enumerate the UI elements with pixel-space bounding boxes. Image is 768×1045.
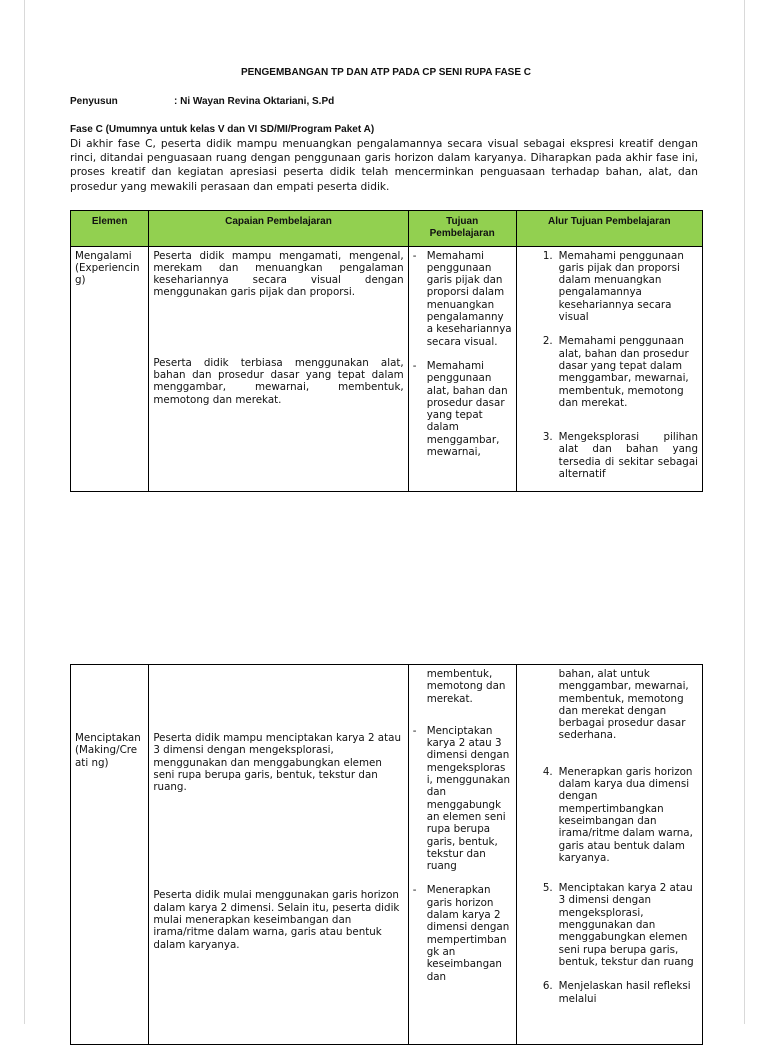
table-header-row — [71, 211, 703, 247]
atp-item — [521, 250, 698, 324]
atp-text: Memahami penggunaan garis pijak dan proporsi dalam menuangkan pengalamannya kesehariannya secara visual — [558, 249, 684, 324]
atp-number: 2. — [542, 335, 553, 348]
phase-heading: Fase C (Umumnya untuk kelas V dan VI SD/MI/Program Paket A) — [70, 124, 375, 135]
cp-cell — [149, 665, 408, 1045]
document-title: PENGEMBANGAN TP DAN ATP PADA CP SENI RUPA FASE C — [240, 67, 532, 78]
tp-cell — [408, 665, 516, 1045]
header-tujuan: Tujuan Pembelajaran — [408, 211, 516, 247]
bullet-dash: - — [412, 724, 417, 737]
element-cell: Mengalami (Experiencin g) — [71, 246, 149, 491]
atp-text: Memahami penggunaan alat, bahan dan prosedur dasar yang tepat dalam menggambar, mewarnai, membentuk, memotong dan merekat. — [558, 335, 689, 409]
bullet-dash: - — [412, 884, 417, 897]
atp-item — [521, 882, 698, 968]
atp-continuation: bahan, alat untuk menggambar, mewarnai, membentuk, memotong dan merekat dengan berbagai prosedur dasar sederhana. — [558, 668, 689, 742]
atp-number: 1. — [542, 249, 553, 262]
atp-item — [521, 980, 698, 1005]
atp-cell — [516, 246, 702, 491]
bullet-dash: - — [412, 249, 417, 262]
header-alur: Alur Tujuan Pembelajaran — [516, 211, 702, 247]
atp-number: 4. — [542, 765, 553, 778]
tp-item — [413, 725, 512, 873]
page-left-edge — [24, 0, 25, 1024]
atp-item — [521, 431, 698, 480]
intro-paragraph: Di akhir fase C, peserta didik mampu menuangkan pengalamannya secara visual sebagai ekspresi kreatif dengan rinci, ditandai penguasaan ruang dengan penggunaan garis horizon dalam karyanya. Diharapkan pada akhir fase ini, proses kreatif dan kegiatan apresiasi peserta didik telah mencerminkan penguasaan terhadap bahan, alat, dan prosedur yang mewakili perasaan dan empati peserta didik. — [70, 138, 698, 193]
atp-item — [521, 766, 698, 864]
cp-text: Peserta didik mulai menggunakan garis horizon dalam karya 2 dimensi. Selain itu, peserta didik mulai menerapkan keseimbangan dan irama/ritme dalam warna, garis atau bentuk dalam karyanya. — [153, 889, 400, 951]
learning-table-part-2 — [70, 664, 703, 1045]
cp-cell — [149, 246, 408, 491]
author-label: Penyusun — [70, 96, 118, 107]
atp-item — [521, 335, 698, 409]
tp-continuation: membentuk, memotong dan merekat. — [426, 668, 506, 705]
tp-text: Memahami penggunaan garis pijak dan proporsi dalam menuangkan pengalamanny a kesehariannya secara visual. — [426, 249, 512, 348]
atp-number: 3. — [542, 431, 553, 444]
table-row — [71, 665, 703, 1045]
tp-text: Memahami penggunaan alat, bahan dan prosedur dasar yang tepat dalam menggambar, mewarnai, — [426, 359, 508, 459]
author-line — [70, 96, 335, 107]
atp-text: Menciptakan karya 2 atau 3 dimensi dengan mengeksplorasi, menggunakan dan menggabungkan elemen seni rupa berupa garis, bentuk, tekstur dan ruang — [558, 882, 694, 968]
bullet-dash: - — [412, 359, 417, 372]
cp-text: Peserta didik mampu menciptakan karya 2 atau 3 dimensi dengan mengeksplorasi, menggunakan dan menggabungkan elemen seni rupa berupa garis, bentuk, tekstur dan ruang. — [153, 732, 401, 794]
tp-cell — [408, 246, 516, 491]
atp-number: 6. — [542, 980, 553, 993]
tp-item — [413, 250, 512, 348]
element-cell — [71, 665, 149, 1045]
atp-text: Menjelaskan hasil refleksi melalui — [558, 980, 691, 1005]
atp-text: Mengeksplorasi pilihan alat dan bahan yang tersedia di sekitar sebagai alternatif — [558, 431, 698, 481]
learning-table-part-1 — [70, 210, 703, 492]
table-row — [71, 246, 703, 491]
atp-number: 5. — [542, 882, 553, 895]
cp-text: Peserta didik terbiasa menggunakan alat, bahan dan prosedur dasar yang tepat dalam menggambar, mewarnai, membentuk, memotong dan merekat. — [153, 356, 404, 406]
page-right-edge — [744, 0, 745, 1024]
cp-text: Peserta didik mampu mengamati, mengenal, merekam dan menuangkan pengalaman kesehariannya secara visual dengan menggunakan garis pijak dan proporsi. — [153, 249, 404, 299]
header-capaian: Capaian Pembelajaran — [149, 211, 408, 247]
tp-text: Menciptakan karya 2 atau 3 dimensi dengan mengeksploras i, menggunakan dan menggabungk an elemen seni rupa berupa garis, bentuk, tekstur dan ruang — [426, 724, 511, 873]
author-value: : Ni Wayan Revina Oktariani, S.Pd — [174, 96, 335, 107]
tp-item — [413, 884, 512, 982]
header-elemen: Elemen — [71, 211, 149, 247]
tp-text: Menerapkan garis horizon dalam karya 2 dimensi dengan mempertimban gk an keseimbangan dan — [426, 884, 510, 983]
atp-cell — [516, 665, 702, 1045]
element-text: Menciptakan (Making/Cre ati ng) — [75, 732, 141, 769]
tp-item — [413, 360, 512, 458]
atp-text: Menerapkan garis horizon dalam karya dua dimensi dengan mempertimbangkan keseimbangan dan irama/ritme dalam warna, garis atau bentuk dalam karyanya. — [558, 765, 693, 864]
